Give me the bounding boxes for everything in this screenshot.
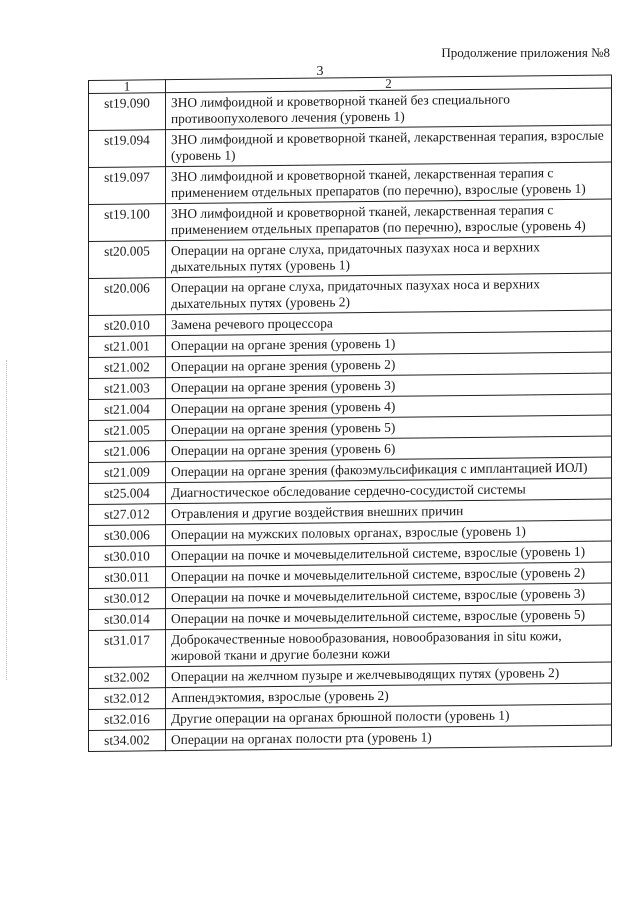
row-description-cell: Операции на органе слуха, придаточных пазухах носа и верхних дыхательных путях (уровень 2) [166, 273, 612, 315]
row-code-cell: st21.003 [89, 378, 166, 400]
table-row [89, 725, 612, 751]
row-code-cell: st21.002 [89, 357, 166, 379]
row-description-cell: ЗНО лимфоидной и кроветворной тканей, лекарственная терапия с применением отдельных препаратов (по перечню), взрослые (уровень 1) [166, 162, 612, 204]
row-code-cell: st19.090 [89, 93, 166, 131]
row-code-cell: st30.011 [89, 567, 166, 589]
row-description-cell: Операции на органе слуха, придаточных пазухах носа и верхних дыхательных путях (уровень 1) [166, 236, 612, 278]
table-row [89, 236, 612, 278]
row-code-cell: st32.016 [89, 709, 166, 731]
row-description-cell: Операции на почке и мочевыделительной системе, взрослые (уровень 3) [166, 583, 612, 609]
row-code-cell: st32.012 [89, 688, 166, 710]
row-code-cell: st30.012 [89, 588, 166, 610]
row-code-cell: st21.004 [89, 399, 166, 421]
row-description-cell: Операции на почке и мочевыделительной системе, взрослые (уровень 2) [166, 562, 612, 588]
row-code-cell: st20.010 [89, 315, 166, 337]
table-body [89, 88, 612, 751]
row-description-cell: Доброкачественные новообразования, новообразования in situ кожи, жировой ткани и другие болезни кожи [166, 625, 612, 667]
row-code-cell: st34.002 [89, 730, 166, 752]
row-description-cell: Операции на органах полости рта (уровень 1) [166, 725, 612, 751]
row-code-cell: st31.017 [89, 630, 166, 668]
row-code-cell: st27.012 [89, 504, 166, 526]
row-description-cell: ЗНО лимфоидной и кроветворной тканей без специального противоопухолевого лечения (уровень 1) [166, 88, 612, 130]
row-description-cell: Операции на органе зрения (уровень 2) [166, 352, 612, 378]
row-description-cell: Операции на органе зрения (уровень 1) [166, 331, 612, 357]
row-code-cell: st19.100 [89, 204, 166, 242]
row-description-cell: Отравления и другие воздействия внешних причин [166, 499, 612, 525]
row-code-cell: st21.001 [89, 336, 166, 358]
row-description-cell: Другие операции на органах брюшной полости (уровень 1) [166, 704, 612, 730]
row-description-cell: Операции на органе зрения (уровень 4) [166, 394, 612, 420]
column-header-2: 2 [166, 75, 612, 93]
row-code-cell: st19.097 [89, 167, 166, 205]
row-code-cell: st21.005 [89, 420, 166, 442]
column-header-1: 1 [89, 80, 166, 94]
row-description-cell: ЗНО лимфоидной и кроветворной тканей, лекарственная терапия с применением отдельных препаратов (по перечню), взрослые (уровень 4) [166, 199, 612, 241]
row-code-cell: st30.006 [89, 525, 166, 547]
row-description-cell: Операции на органе зрения (факоэмульсификация с имплантацией ИОЛ) [166, 457, 612, 483]
row-code-cell: st21.006 [89, 441, 166, 463]
row-code-cell: st30.014 [89, 609, 166, 631]
row-code-cell: st25.004 [89, 483, 166, 505]
appendix-continuation-label: Продолжение приложения №8 [441, 45, 610, 60]
row-description-cell: Замена речевого процессора [166, 310, 612, 336]
row-code-cell: st19.094 [89, 130, 166, 168]
row-description-cell: Операции на органе зрения (уровень 6) [166, 436, 612, 462]
row-code-cell: st32.002 [89, 667, 166, 689]
row-code-cell: st20.005 [89, 241, 166, 279]
row-description-cell: ЗНО лимфоидной и кроветворной тканей, лекарственная терапия, взрослые (уровень 1) [166, 125, 612, 167]
row-description-cell: Операции на органе зрения (уровень 5) [166, 415, 612, 441]
row-description-cell: Аппендэктомия, взрослые (уровень 2) [166, 683, 612, 709]
row-code-cell: st30.010 [89, 546, 166, 568]
table-row [89, 273, 612, 315]
row-description-cell: Диагностическое обследование сердечно-сосудистой системы [166, 478, 612, 504]
table-row [89, 162, 612, 204]
table-row [89, 88, 612, 130]
row-description-cell: Операции на органе зрения (уровень 3) [166, 373, 612, 399]
row-description-cell: Операции на мужских половых органах, взрослые (уровень 1) [166, 520, 612, 546]
table-row [89, 625, 612, 667]
page-number: 3 [316, 64, 324, 79]
row-description-cell: Операции на почке и мочевыделительной системе, взрослые (уровень 5) [166, 604, 612, 630]
scan-margin-mark [6, 360, 9, 680]
row-description-cell: Операции на почке и мочевыделительной системе, взрослые (уровень 1) [166, 541, 612, 567]
table-row [89, 125, 612, 167]
row-code-cell: st20.006 [89, 278, 166, 316]
table-row [89, 199, 612, 241]
codes-table [88, 75, 612, 752]
row-code-cell: st21.009 [89, 462, 166, 484]
row-description-cell: Операции на желчном пузыре и желчевыводящих путях (уровень 2) [166, 662, 612, 688]
